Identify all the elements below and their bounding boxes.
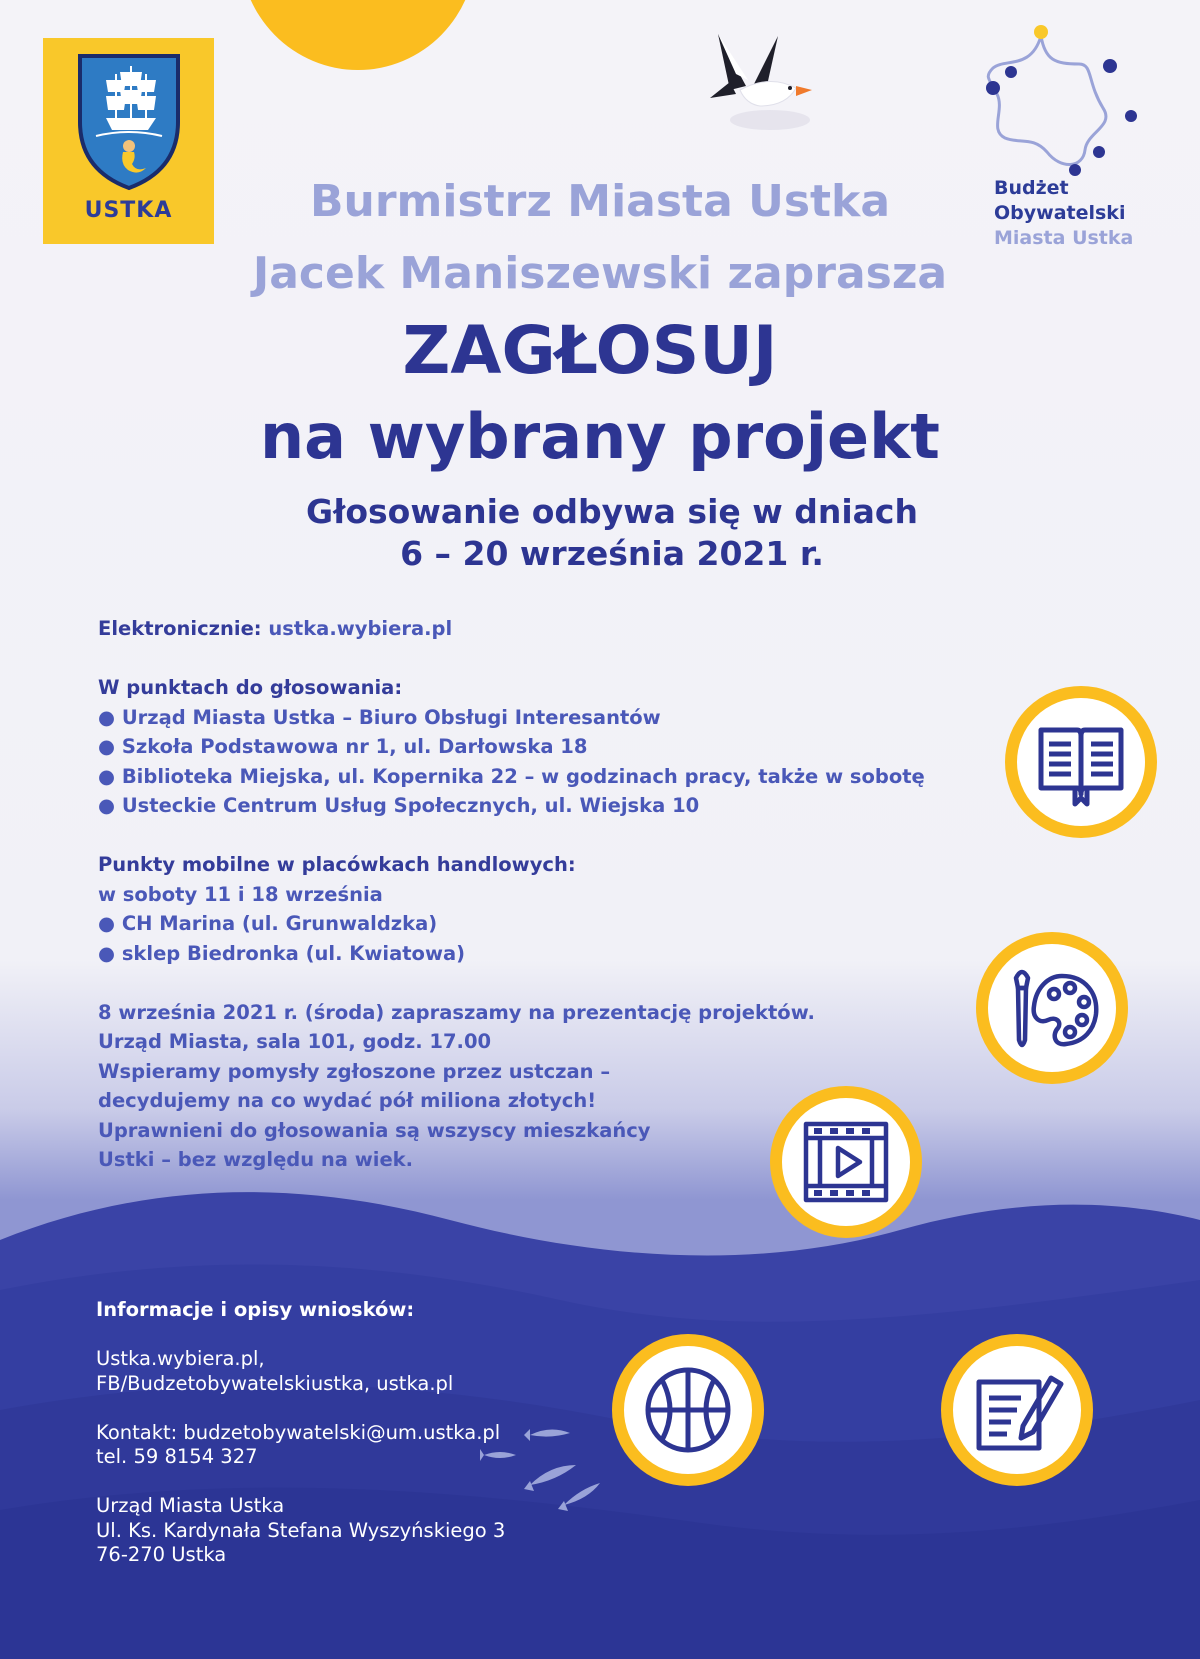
point-item-3: Biblioteka Miejska, ul. Kopernika 22 – w godzinach pracy, także w sobotę (121, 764, 925, 788)
point-item-1: Urząd Miasta Ustka – Biuro Obsługi Interesantów (121, 705, 661, 729)
header-line1: Burmistrz Miasta Ustka (309, 176, 891, 227)
footer-links2[interactable]: FB/Budzetobywatelskiustka, ustka.pl (96, 1371, 454, 1395)
info-line4: decydujemy na co wydać pół miliona złotych! (98, 1089, 597, 1112)
mobile-when: w soboty 11 i 18 września (98, 882, 383, 906)
footer-info (96, 1298, 616, 1568)
open-book-icon (1031, 712, 1131, 812)
voting-dates-line1: Głosowanie odbywa się w dniach (306, 492, 918, 531)
writing-badge (941, 1334, 1093, 1486)
basketball-icon (638, 1360, 738, 1460)
footer-city: 76-270 Ustka (96, 1543, 227, 1566)
book-badge (1005, 686, 1157, 838)
header-line2: Jacek Maniszewski zaprasza (252, 248, 948, 299)
footer-phone: tel. 59 8154 327 (96, 1445, 258, 1468)
footer-contact[interactable]: Kontakt: budzetobywatelski@um.ustka.pl (96, 1420, 501, 1444)
document-pen-icon (967, 1360, 1067, 1460)
info-line6: Ustki – bez względu na wiek. (98, 1148, 414, 1171)
budget-star-icon (975, 20, 1145, 180)
title-line1: ZAGŁOSUJ (402, 312, 778, 389)
palette-brush-icon (1002, 958, 1102, 1058)
art-badge (976, 932, 1128, 1084)
mobile-item-2: sklep Biedronka (ul. Kwiatowa) (121, 941, 466, 965)
footer-org: Urząd Miasta Ustka (96, 1494, 285, 1517)
point-item-4: Usteckie Centrum Usług Społecznych, ul. Wiejska 10 (121, 794, 700, 817)
list-item: ● Urząd Miasta Ustka – Biuro Obsługi Interesantów (98, 705, 661, 729)
footer-links1[interactable]: Ustka.wybiera.pl, (96, 1347, 265, 1370)
coat-of-arms-icon (76, 52, 182, 192)
list-item: ● sklep Biedronka (ul. Kwiatowa) (98, 941, 466, 965)
list-item: ● CH Marina (ul. Grunwaldzka) (98, 912, 438, 935)
voting-dates-line2: 6 – 20 września 2021 r. (400, 534, 824, 573)
voting-info (98, 614, 925, 1175)
film-play-icon (796, 1112, 896, 1212)
footer-street: Ul. Ks. Kardynała Stefana Wyszyńskiego 3 (96, 1518, 506, 1542)
video-badge (770, 1086, 922, 1238)
list-item: ● Usteckie Centrum Usług Społecznych, ul. Wiejska 10 (98, 794, 700, 817)
mobile-heading: Punkty mobilne w placówkach handlowych: (98, 853, 576, 876)
logo-label: USTKA (84, 198, 173, 223)
point-item-2: Szkoła Podstawowa nr 1, ul. Darłowska 18 (121, 735, 588, 758)
electronic-label: Elektronicznie: (98, 617, 262, 640)
electronic-line (98, 614, 918, 644)
title-line2: na wybrany projekt (260, 400, 940, 473)
list-item: ● Szkoła Podstawowa nr 1, ul. Darłowska 18 (98, 735, 588, 758)
info-line5: Uprawnieni do głosowania są wszyscy mieszkańcy (98, 1118, 651, 1142)
info-line3: Wspieramy pomysły zgłoszone przez ustczan – (98, 1059, 611, 1083)
info-line2: Urząd Miasta, sala 101, godz. 17.00 (98, 1030, 492, 1053)
points-heading: W punktach do głosowania: (98, 676, 403, 699)
budget-logo-line2: Obywatelski (994, 202, 1126, 224)
mobile-item-1: CH Marina (ul. Grunwaldzka) (121, 912, 438, 935)
sport-badge (612, 1334, 764, 1486)
info-line1: 8 września 2021 r. (środa) zapraszamy na prezentację projektów. (98, 1000, 815, 1024)
sun-shape (240, 0, 476, 70)
electronic-url[interactable]: ustka.wybiera.pl (268, 617, 453, 640)
seagull-icon (700, 28, 820, 133)
list-item: ● Biblioteka Miejska, ul. Kopernika 22 – w godzinach pracy, także w sobotę (98, 764, 925, 788)
footer-heading: Informacje i opisy wniosków: (96, 1298, 415, 1321)
budget-logo-line3: Miasta Ustka (994, 227, 1134, 249)
budget-logo-line1: Budżet (994, 177, 1069, 199)
